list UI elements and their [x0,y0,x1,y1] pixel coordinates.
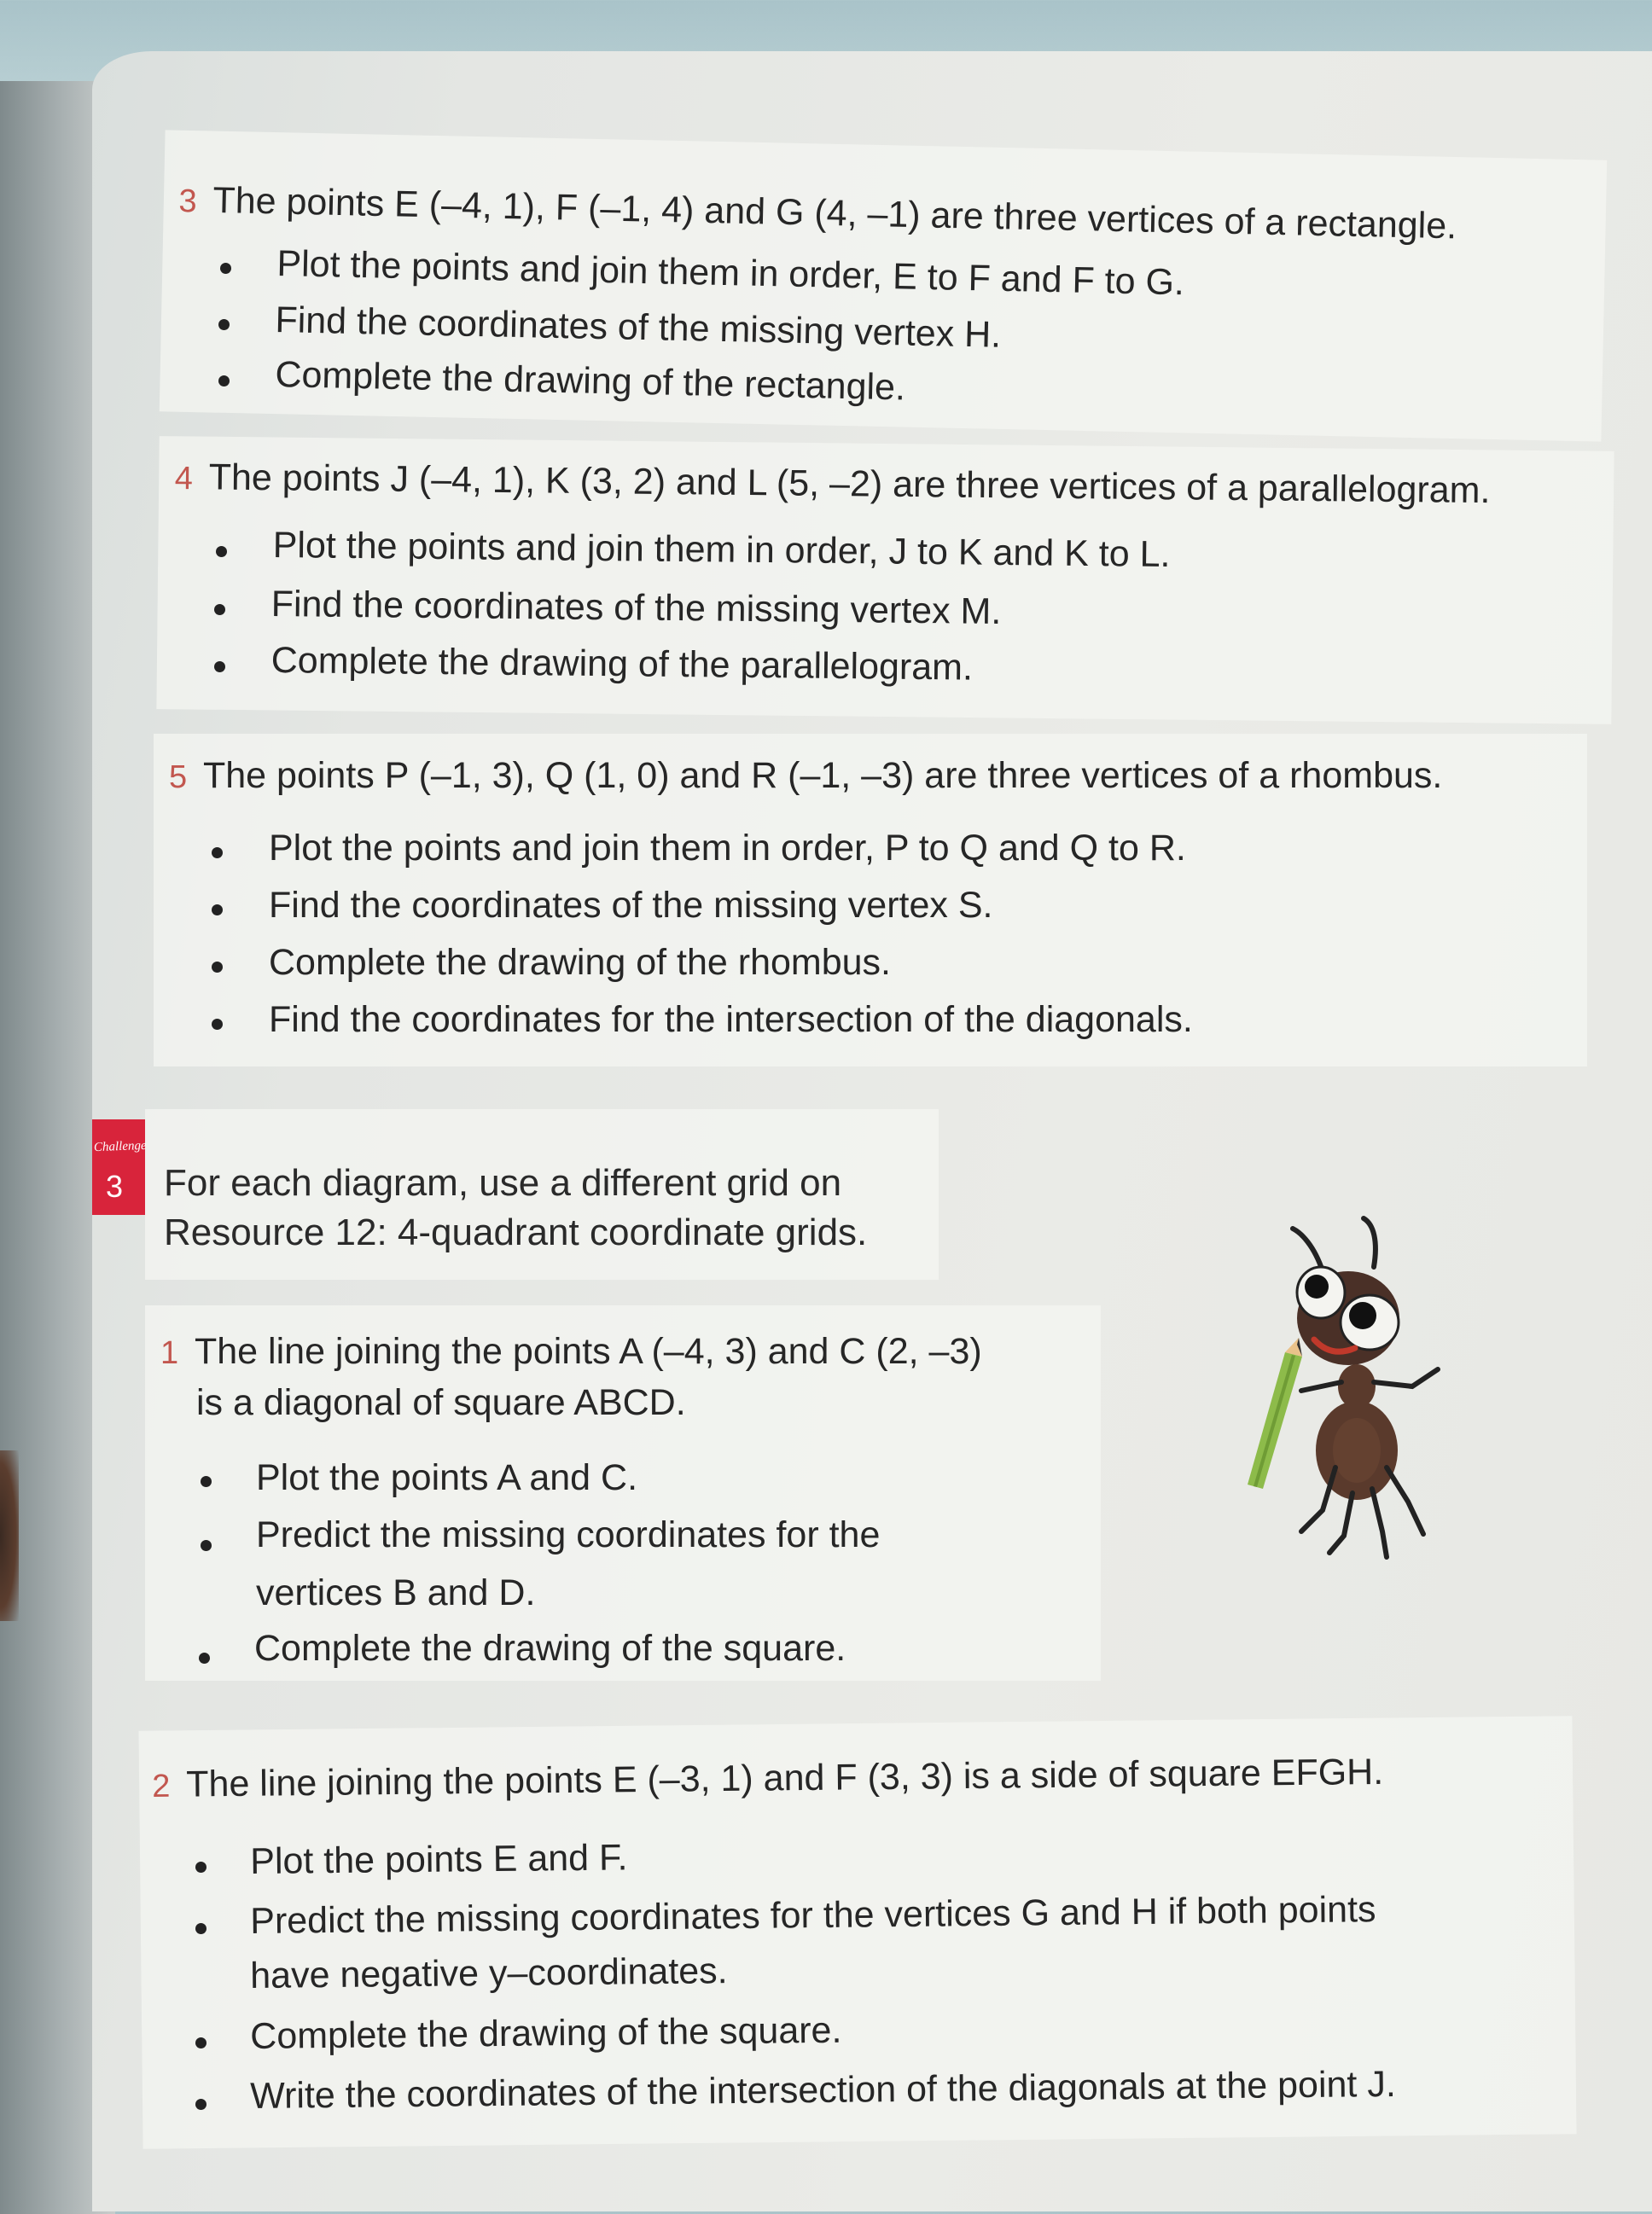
bullet-dot [214,604,225,615]
c2-number: 2 [152,1768,171,1804]
bullet-dot [212,1019,223,1030]
bullet-dot [212,904,223,915]
q5-stem: The points P (–1, 3), Q (1, 0) and R (–1, –3) are three vertices of a rhombus. [203,755,1443,796]
ant-belly-icon [1333,1418,1381,1483]
q4-number: 4 [174,460,194,497]
bullet-dot [195,1862,206,1873]
c1-bullet-2-cont: vertices B and D. [256,1572,536,1613]
c1-bullet-2: Predict the missing coordinates for the [256,1514,881,1555]
c1-number: 1 [160,1335,179,1371]
q5-bullet-4: Find the coordinates for the intersection of the diagonals. [269,999,1193,1040]
c2-bullet-1: Plot the points E and F. [250,1837,628,1882]
bullet-dot [201,1540,212,1551]
bullet-dot [218,375,230,386]
c2-bullet-2-cont: have negative y–coordinates. [250,1950,728,1996]
q3-stem: The points E (–4, 1), F (–1, 4) and G (4, –1) are three vertices of a rectangle. [212,179,1457,247]
c1-stem-line-1: The line joining the points A (–4, 3) and C (2, –3) [195,1331,982,1372]
ant-leg-icon [1301,1467,1335,1531]
antenna-icon [1293,1229,1323,1271]
pencil-icon [1248,1338,1302,1489]
ant-arm-icon [1374,1369,1438,1386]
ant-pupil-icon [1305,1275,1329,1299]
bullet-dot [195,2099,206,2110]
challenge-badge-label: Challenge [93,1138,147,1155]
q5-number: 5 [169,759,188,795]
ant-leg-icon [1329,1493,1352,1553]
bullet-dot [195,2037,206,2048]
challenge-intro-line-2: Resource 12: 4-quadrant coordinate grids. [164,1212,868,1253]
c1-bullet-1: Plot the points A and C. [256,1457,638,1498]
c1-stem-line-2: is a diagonal of square ABCD. [196,1382,686,1423]
c2-bullet-2: Predict the missing coordinates for the vertices G and H if both points [250,1889,1376,1942]
antenna-icon [1364,1218,1376,1267]
q3-bullet-2: Find the coordinates of the missing vertex H. [274,299,1002,356]
ant-illustration [1229,1194,1510,1587]
bullet-dot [212,847,223,858]
bullet-dot [216,546,227,557]
c2-bullet-3: Complete the drawing of the square. [250,2009,842,2057]
q5-bullet-2: Find the coordinates of the missing vertex S. [269,885,993,926]
q4-bullet-1: Plot the points and join them in order, J to K and K to L. [272,525,1171,576]
q4-bullet-3: Complete the drawing of the parallelogram. [270,640,974,689]
c1-stem-row [160,1331,982,1373]
q3-number: 3 [178,183,198,220]
ant-arm-icon [1301,1382,1341,1391]
bullet-dot [214,661,225,672]
q5-stem-row [169,755,1442,797]
c1-bullet-3: Complete the drawing of the square. [254,1628,846,1669]
q3-bullet-3: Complete the drawing of the rectangle. [274,354,906,409]
bullet-dot [195,1923,206,1934]
challenge-intro-line-1: For each diagram, use a different grid on [164,1162,842,1204]
ant-leg-icon [1387,1467,1423,1534]
c2-stem: The line joining the points E (–3, 1) and F (3, 3) is a side of square EFGH. [185,1751,1384,1805]
bullet-dot [212,962,223,973]
bullet-dot [201,1476,212,1487]
q3-bullet-1: Plot the points and join them in order, E to F and F to G. [276,243,1185,304]
q5-bullet-3: Complete the drawing of the rhombus. [269,942,892,983]
ant-leg-icon [1372,1489,1387,1557]
bullet-dot [220,263,231,274]
bullet-dot [199,1653,210,1664]
q4-bullet-2: Find the coordinates of the missing vertex M. [270,584,1002,632]
bullet-dot [218,319,230,330]
ant-pupil-icon [1349,1302,1376,1329]
challenge-badge-number: 3 [106,1169,124,1204]
q5-bullet-1: Plot the points and join them in order, P to Q and Q to R. [269,828,1186,869]
left-page-shadow [0,1450,19,1621]
q4-stem: The points J (–4, 1), K (3, 2) and L (5, –2) are three vertices of a parallelogram. [208,456,1491,512]
c2-bullet-4: Write the coordinates of the intersection of the diagonals at the point J. [250,2063,1397,2117]
